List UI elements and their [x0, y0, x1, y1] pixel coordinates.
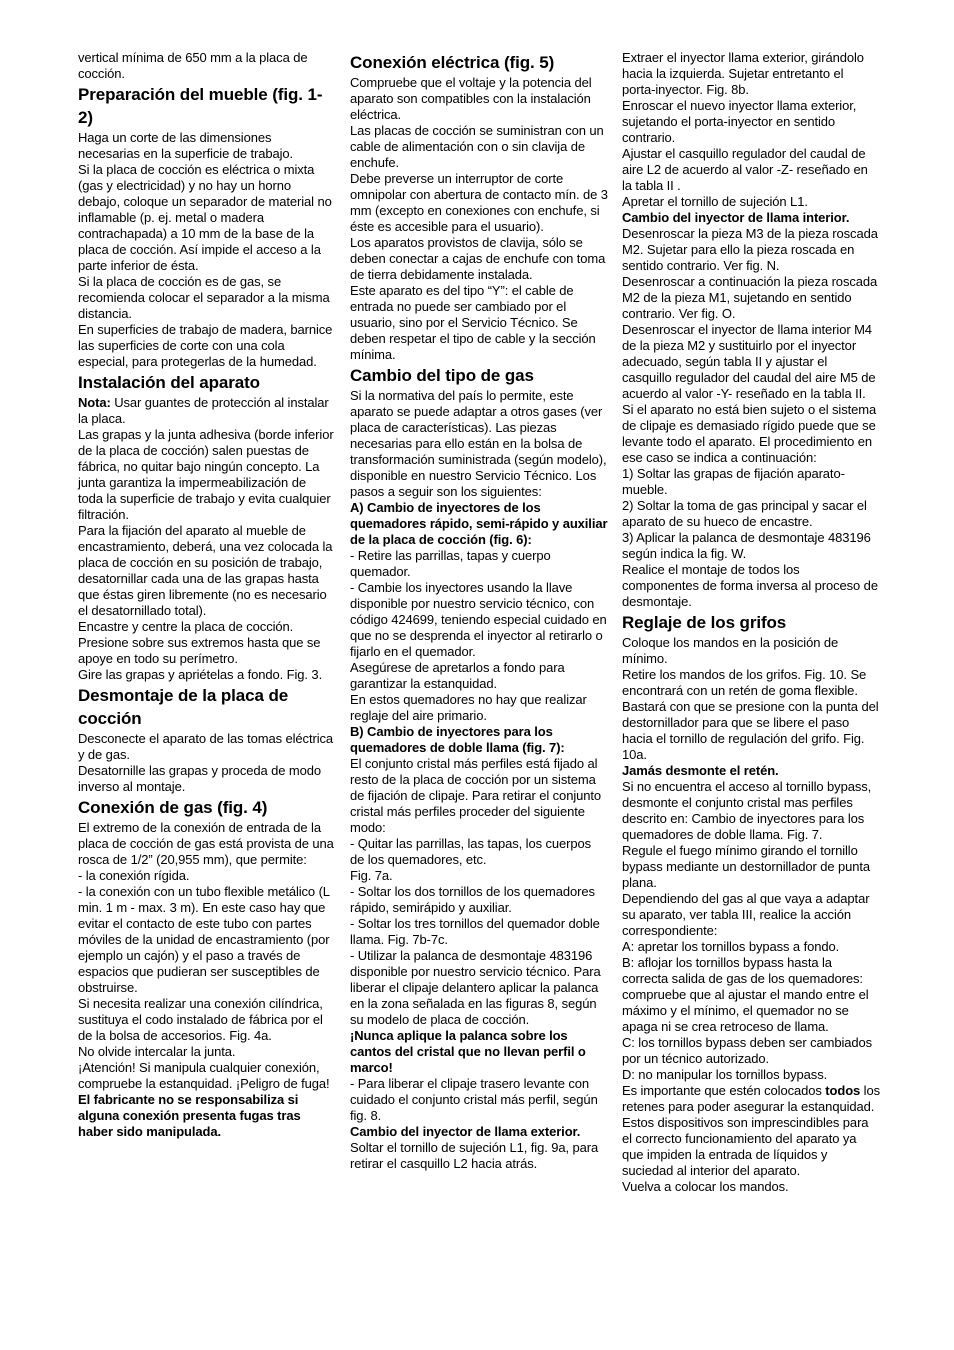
- paragraph: Dependiendo del gas al que vaya a adaptar su aparato, ver tabla III, realice la acción correspondiente:: [622, 891, 870, 938]
- paragraph: Si no encuentra el acceso al tornillo bypass, desmonte el conjunto cristal mas perfiles descrito en: Cambio de inyectores para los quemadores de doble llama. Fig. 7.: [622, 779, 872, 842]
- note-paragraph: [78, 395, 334, 427]
- heading-preparacion: Preparación del mueble (fig. 1-2): [78, 85, 323, 127]
- paragraph: Gire las grapas y apriételas a fondo. Fig. 3.: [78, 667, 323, 682]
- paragraph: Si necesita realizar una conexión cilíndrica, sustituya el codo instalado de fábrica por el de la bolsa de accesorios. Fig. 4a.: [78, 996, 323, 1043]
- paragraph: El conjunto cristal más perfiles está fijado al resto de la placa de cocción por un sistema de fijación de clipaje. Para retirar el conjunto cristal más perfiles proceder del siguiente modo:: [350, 756, 602, 835]
- paragraph: Regule el fuego mínimo girando el tornillo bypass mediante un destornillador de punta plana.: [622, 843, 871, 890]
- paragraph: Compruebe que el voltaje y la potencia del aparato son compatibles con la instalación eléctrica.: [350, 75, 592, 122]
- paragraph: - Para liberar el clipaje trasero levante con cuidado el conjunto cristal más perfil, según fig. 8.: [350, 1076, 598, 1123]
- paragraph: - Utilizar la palanca de desmontaje 483196 disponible por nuestro servicio técnico. Para liberar el clipaje delantero aplicar la palanca en la zona señalada en las figuras 8, según su modelo de placa de cocción.: [350, 948, 601, 1027]
- paragraph: D: no manipular los tornillos bypass.: [622, 1067, 828, 1082]
- warning-bold: ¡Nunca aplique la palanca sobre los cantos del cristal que no llevan perfil o marco!: [350, 1028, 586, 1075]
- heading-conexion-gas: Conexión de gas (fig. 4): [78, 798, 268, 817]
- paragraph: [622, 1083, 880, 1179]
- paragraph: Las grapas y la junta adhesiva (borde inferior de la placa de cocción) salen puestas de fábrica, no quitar bajo ningún concepto. La junta garantiza la impermeabilización de toda la superficie de trabajo y evita cualquier filtración.: [78, 427, 334, 522]
- paragraph: Fig. 7a.: [350, 868, 393, 883]
- paragraph: Desenroscar el inyector de llama interior M4 de la pieza M2 y sustituirlo por el inyector adecuado, según tabla II y ajustar el casquillo regulador del caudal del aire M5 de acuerdo al valor -Y- reseñado en la tabla II.: [622, 322, 876, 401]
- heading-instalacion: Instalación del aparato: [78, 373, 260, 392]
- paragraph: 3) Aplicar la palanca de desmontaje 483196 según indica la fig. W.: [622, 530, 871, 561]
- paragraph: Desenroscar a continuación la pieza roscada M2 de la pieza M1, sujetando en sentido contrario. Ver fig. O.: [622, 274, 878, 321]
- column-1: [78, 50, 334, 1140]
- paragraph: Debe preverse un interruptor de corte omnipolar con abertura de contacto mín. de 3 mm (excepto en conexiones con enchufe, si éste es accesible para el usuario).: [350, 171, 608, 234]
- paragraph: - Cambie los inyectores usando la llave disponible por nuestro servicio técnico, con código 424699, teniendo especial cuidado en que no se desprenda el inyector al retirarlo o fijarlo en el quemador.: [350, 580, 607, 659]
- heading-desmontaje: Desmontaje de la placa de cocción: [78, 686, 289, 728]
- paragraph: Enroscar el nuevo inyector llama exterior, sujetando el porta-inyector en sentido contrario.: [622, 98, 857, 145]
- paragraph: - Quitar las parrillas, las tapas, los cuerpos de los quemadores, etc.: [350, 836, 592, 867]
- paragraph: ¡Atención! Si manipula cualquier conexión, compruebe la estanquidad. ¡Peligro de fuga!: [78, 1060, 330, 1091]
- paragraph: Los aparatos provistos de clavija, sólo se deben conectar a cajas de enchufe con toma de tierra debidamente instalada.: [350, 235, 606, 282]
- paragraph: El extremo de la conexión de entrada de la placa de cocción de gas está provista de una rosca de 1/2” (20,955 mm), que permite:: [78, 820, 334, 867]
- paragraph: Coloque los mandos en la posición de mínimo.: [622, 635, 839, 666]
- paragraph: Haga un corte de las dimensiones necesarias en la superficie de trabajo.: [78, 130, 294, 161]
- subheading-b: B) Cambio de inyectores para los quemadores de doble llama (fig. 7):: [350, 724, 565, 755]
- column-3: [622, 50, 880, 1195]
- paragraph: - Retire las parrillas, tapas y cuerpo quemador.: [350, 548, 551, 579]
- note-label: Nota:: [78, 395, 111, 410]
- paragraph: Este aparato es del tipo “Y”: el cable de entrada no puede ser cambiado por el usuario, sino por el Servicio Técnico. Se deben respetar el tipo de cable y la sección mínima.: [350, 283, 596, 362]
- paragraph: C: los tornillos bypass deben ser cambiados por un técnico autorizado.: [622, 1035, 873, 1066]
- paragraph: No olvide intercalar la junta.: [78, 1044, 236, 1059]
- paragraph: Soltar el tornillo de sujeción L1, fig. 9a, para retirar el casquillo L2 hacia atrás.: [350, 1140, 599, 1171]
- paragraph: Encastre y centre la placa de cocción. Presione sobre sus extremos hasta que se apoye en todo su perímetro.: [78, 619, 321, 666]
- heading-cambio-gas: Cambio del tipo de gas: [350, 366, 534, 385]
- paragraph: - la conexión con un tubo flexible metálico (L min. 1 m - max. 3 m). En este caso hay que evitar el contacto de este tubo con partes móviles de la unidad de encastramiento (por ejemplo un cajón) y el paso a través de espacios que pudieran ser susceptibles de obstruirse.: [78, 884, 330, 995]
- paragraph: Realice el montaje de todos los componentes de forma inversa al proceso de desmontaje.: [622, 562, 878, 609]
- paragraph: 2) Soltar la toma de gas principal y sacar el aparato de su hueco de encastre.: [622, 498, 867, 529]
- paragraph: B: aflojar los tornillos bypass hasta la correcta salida de gas de los quemadores: compruebe que al ajustar el mando entre el máximo y el mínimo, el quemador no se apaga ni se crea retroceso de llama.: [622, 955, 869, 1034]
- warning-bold: El fabricante no se responsabiliza si alguna conexión presenta fugas tras haber sido manipulada.: [78, 1092, 301, 1139]
- paragraph: En estos quemadores no hay que realizar reglaje del aire primario.: [350, 692, 587, 723]
- intro-text: vertical mínima de 650 mm a la placa de cocción.: [78, 50, 308, 81]
- paragraph: En superficies de trabajo de madera, barnice las superficies de corte con una cola especial, para protegerlas de la humedad.: [78, 322, 333, 369]
- paragraph: Extraer el inyector llama exterior, girándolo hacia la izquierda. Sujetar entretanto el porta-inyector. Fig. 8b.: [622, 50, 864, 97]
- heading-reglaje: Reglaje de los grifos: [622, 613, 787, 632]
- paragraph: Retire los mandos de los grifos. Fig. 10. Se encontrará con un retén de goma flexible. Bastará con que se presione con la punta del destornillador para que se libere el paso hacia el tornillo de regulación del grifo. Fig. 10a.: [622, 667, 879, 762]
- heading-conexion-electrica: Conexión eléctrica (fig. 5): [350, 53, 555, 72]
- paragraph: Si la normativa del país lo permite, este aparato se puede adaptar a otros gases (ver placa de características). Las piezas necesarias para ello están en la bolsa de transformación suministrada (según modelo), disponible en nuestro Servicio Técnico. Los pasos a seguir son los siguientes:: [350, 388, 607, 499]
- paragraph: 1) Soltar las grapas de fijación aparato-mueble.: [622, 466, 845, 497]
- paragraph: - Soltar los dos tornillos de los quemadores rápido, semirápido y auxiliar.: [350, 884, 595, 915]
- paragraph: Ajustar el casquillo regulador del caudal de aire L2 de acuerdo al valor -Z- reseñado en la tabla II .: [622, 146, 868, 193]
- paragraph: Si la placa de cocción es de gas, se recomienda colocar el separador a la misma distancia.: [78, 274, 330, 321]
- paragraph: Para la fijación del aparato al mueble de encastramiento, deberá, una vez colocada la placa de cocción en su posición de trabajo, desatornillar cada una de las grapas hasta que éstas giren libremente (no es necesario el desatornillado total).: [78, 523, 333, 618]
- text-run: Es importante que estén colocados: [622, 1083, 826, 1098]
- note-text: Usar guantes de protección al instalar la placa.: [78, 395, 329, 426]
- subheading-llama-interior: Cambio del inyector de llama interior.: [622, 210, 850, 225]
- warning-bold: Jamás desmonte el retén.: [622, 763, 779, 778]
- paragraph: Desconecte el aparato de las tomas eléctrica y de gas.: [78, 731, 334, 762]
- paragraph: Las placas de cocción se suministran con un cable de alimentación con o sin clavija de enchufe.: [350, 123, 604, 170]
- subheading-llama-exterior: Cambio del inyector de llama exterior.: [350, 1124, 581, 1139]
- paragraph: Asegúrese de apretarlos a fondo para garantizar la estanquidad.: [350, 660, 565, 691]
- paragraph: Desatornille las grapas y proceda de modo inverso al montaje.: [78, 763, 322, 794]
- paragraph: Vuelva a colocar los mandos.: [622, 1179, 789, 1194]
- paragraph: Si la placa de cocción es eléctrica o mixta (gas y electricidad) y no hay un horno debajo, coloque un separador de material no inflamable (p. ej. metal o madera contrachapada) a 10 mm de la base de la placa de cocción. Así impide el acceso a la parte inferior de ésta.: [78, 162, 332, 273]
- column-2: [350, 50, 608, 1172]
- text-run: los retenes para poder asegurar la estanquidad. Estos dispositivos son imprescindibles para el correcto funcionamiento del aparato ya que impiden la entrada de líquidos y suciedad al interior del aparato.: [622, 1083, 881, 1178]
- paragraph: - Soltar los tres tornillos del quemador doble llama. Fig. 7b-7c.: [350, 916, 600, 947]
- paragraph: Si el aparato no está bien sujeto o el sistema de clipaje es demasiado rígido puede que se levante todo el aparato. El procedimiento en ese caso se indica a continuación:: [622, 402, 877, 465]
- paragraph: - la conexión rígida.: [78, 868, 190, 883]
- paragraph: Desenroscar la pieza M3 de la pieza roscada M2. Sujetar para ello la pieza roscada en sentido contrario. Ver fig. N.: [622, 226, 878, 273]
- paragraph: Apretar el tornillo de sujeción L1.: [622, 194, 808, 209]
- bold-word: todos: [825, 1083, 861, 1098]
- paragraph: A: apretar los tornillos bypass a fondo.: [622, 939, 840, 954]
- subheading-a: A) Cambio de inyectores de los quemadores rápido, semi-rápido y auxiliar de la placa de cocción (fig. 6):: [350, 500, 608, 547]
